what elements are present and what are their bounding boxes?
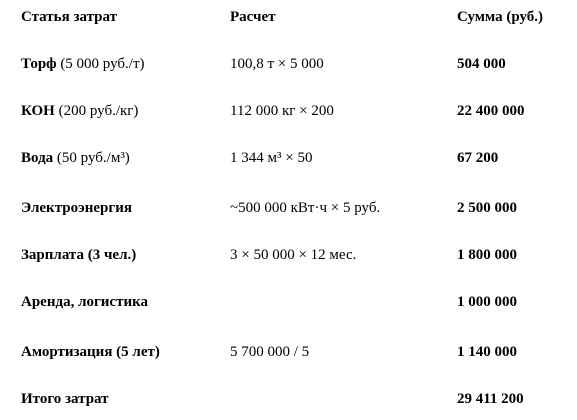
cost-item bbox=[21, 197, 132, 219]
cost-item-note: (200 руб./кг) bbox=[54, 103, 139, 119]
amount: 1 800 000 bbox=[457, 247, 517, 263]
total-amount: 29 411 200 bbox=[457, 391, 524, 407]
cost-item bbox=[21, 100, 138, 122]
cost-item-note: (50 руб./м³) bbox=[53, 150, 130, 166]
total-row bbox=[0, 388, 577, 410]
amount: 67 200 bbox=[457, 150, 499, 166]
amount: 504 000 bbox=[457, 56, 506, 72]
cost-item-name: Электроэнергия bbox=[21, 200, 132, 216]
amount: 22 400 000 bbox=[457, 103, 525, 119]
amount: 1 000 000 bbox=[457, 294, 517, 310]
table-row bbox=[0, 291, 577, 313]
table-row bbox=[0, 147, 577, 169]
header-row bbox=[0, 6, 577, 28]
calculation: 3 × 50 000 × 12 мес. bbox=[230, 247, 357, 263]
cost-item-name: Вода bbox=[21, 150, 54, 166]
cost-item-name: Аренда, логистика bbox=[21, 294, 149, 310]
cost-item bbox=[21, 341, 160, 363]
header-calculation: Расчет bbox=[230, 9, 276, 25]
table-row bbox=[0, 341, 577, 363]
table-row bbox=[0, 244, 577, 266]
amount: 2 500 000 bbox=[457, 200, 517, 216]
calculation: ~500 000 кВт·ч × 5 руб. bbox=[230, 200, 381, 216]
calculation: 112 000 кг × 200 bbox=[230, 103, 334, 119]
header-amount: Сумма (руб.) bbox=[457, 9, 544, 25]
cost-item-name: Амортизация (5 лет) bbox=[21, 344, 160, 360]
table-row bbox=[0, 197, 577, 219]
table-row bbox=[0, 100, 577, 122]
calculation: 5 700 000 / 5 bbox=[230, 344, 310, 360]
cost-item bbox=[21, 388, 109, 410]
header-cost-item: Статья затрат bbox=[21, 9, 117, 25]
cost-item-name: КОН bbox=[21, 103, 55, 119]
cost-item-name: Итого затрат bbox=[21, 391, 109, 407]
cost-item bbox=[21, 244, 136, 266]
cost-item-name: Торф bbox=[21, 56, 57, 72]
cost-item bbox=[21, 291, 148, 313]
calculation: 1 344 м³ × 50 bbox=[230, 150, 313, 166]
cost-item bbox=[21, 53, 145, 75]
table-row bbox=[0, 53, 577, 75]
amount: 1 140 000 bbox=[457, 344, 517, 360]
cost-item bbox=[21, 147, 130, 169]
cost-item-name: Зарплата (3 чел.) bbox=[21, 247, 137, 263]
calculation: 100,8 т × 5 000 bbox=[230, 56, 324, 72]
cost-item-note: (5 000 руб./т) bbox=[56, 56, 145, 72]
